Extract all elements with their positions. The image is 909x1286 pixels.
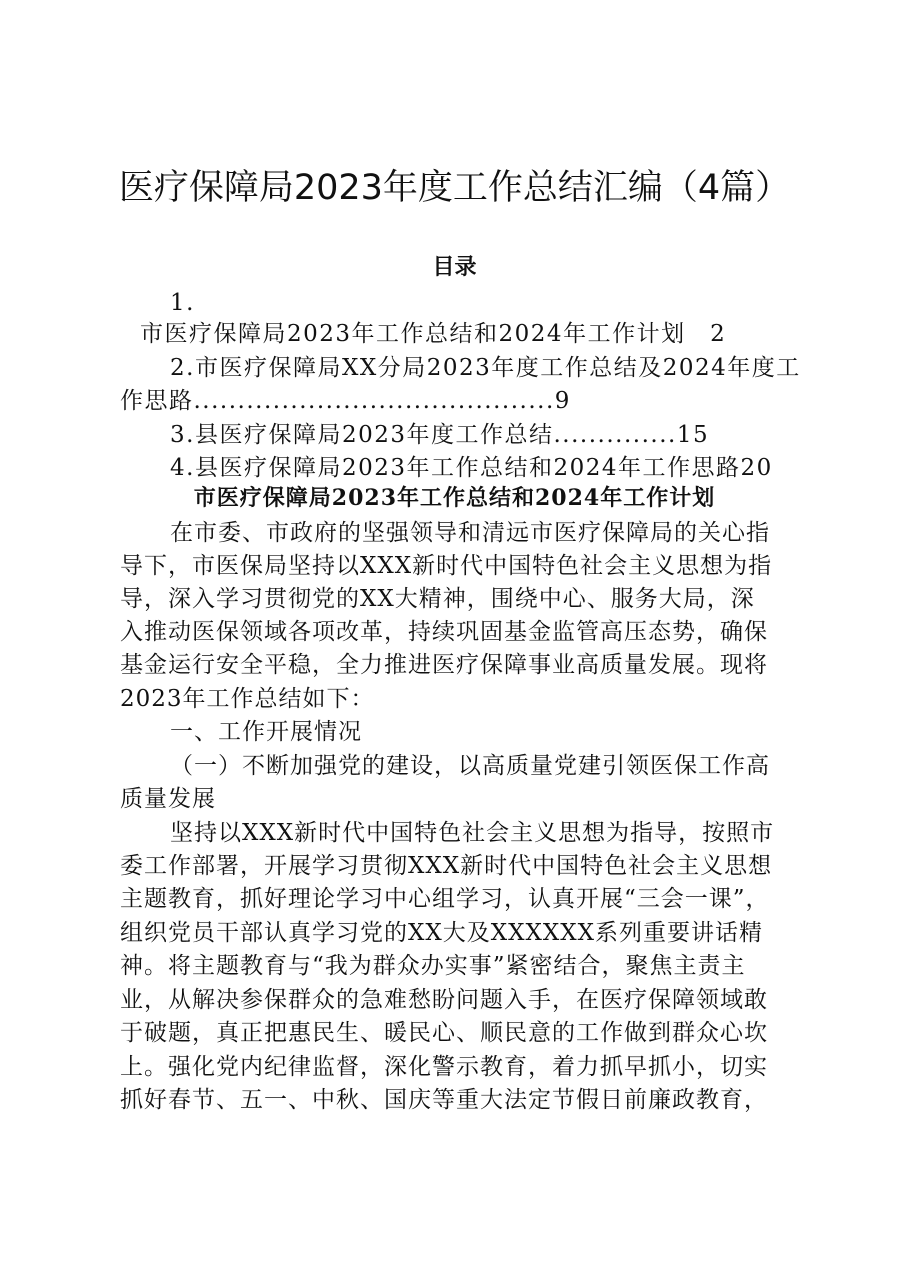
paragraph-line: 主题教育，抓好理论学习中心组学习，认真开展“三会一课”， [120, 886, 770, 912]
toc-line[interactable]: 3.县医疗保障局2023年度工作总结..............15 [170, 422, 710, 448]
paragraph-line: 在市委、市政府的坚强领导和清远市医疗保障局的关心指 [170, 520, 770, 546]
toc-line[interactable]: 1. [170, 290, 195, 316]
toc-line[interactable]: 作思路.........................................9 [120, 388, 571, 414]
heading-level-1: 一、工作开展情况 [170, 719, 362, 745]
paragraph-line: 于破题，真正把惠民生、暖民心、顺民意的工作做到群众心坎 [120, 1020, 768, 1046]
paragraph-line: 抓好春节、五一、中秋、国庆等重大法定节假日前廉政教育， [120, 1087, 768, 1113]
paragraph-line: 2023年工作总结如下： [120, 686, 375, 712]
paragraph-line: 导，深入学习贯彻党的XX大精神，围绕中心、服务大局，深 [120, 586, 755, 612]
paragraph-line: 神。将主题教育与“我为群众办实事”紧密结合，聚焦主责主 [120, 953, 746, 979]
toc-line[interactable]: 4.县医疗保障局2023年工作总结和2024年工作思路20 [170, 455, 773, 481]
paragraph-line: 坚持以XXX新时代中国特色社会主义思想为指导，按照市 [170, 820, 775, 846]
section-title: 市医疗保障局2023年工作总结和2024年工作计划 [193, 485, 716, 511]
paragraph-line: 委工作部署，开展学习贯彻XXX新时代中国特色社会主义思想 [120, 853, 773, 879]
toc-line[interactable]: 2.市医疗保障局XX分局2023年度工作总结及2024年度工 [170, 355, 801, 381]
toc-line[interactable]: 市医疗保障局2023年工作总结和2024年工作计划 2 [140, 321, 727, 347]
paragraph-line: 入推动医保领域各项改革，持续巩固基金监管高压态势，确保 [120, 619, 768, 645]
paragraph-line: 业，从解决参保群众的急难愁盼问题入手，在医疗保障领域敢 [120, 987, 768, 1013]
subheading-line: 质量发展 [120, 786, 216, 812]
document-title: 医疗保障局2023年度工作总结汇编（4篇） [118, 168, 791, 208]
paragraph-line: 基金运行安全平稳，全力推进医疗保障事业高质量发展。现将 [120, 652, 768, 678]
toc-heading: 目录 [432, 255, 477, 280]
paragraph-line: 导下，市医保局坚持以XXX新时代中国特色社会主义思想为指 [120, 553, 773, 579]
subheading-line: （一）不断加强党的建设，以高质量党建引领医保工作高 [170, 753, 770, 779]
paragraph-line: 组织党员干部认真学习党的XX大及XXXXXX系列重要讲话精 [120, 920, 763, 946]
paragraph-line: 上。强化党内纪律监督，深化警示教育，着力抓早抓小，切实 [120, 1054, 768, 1080]
